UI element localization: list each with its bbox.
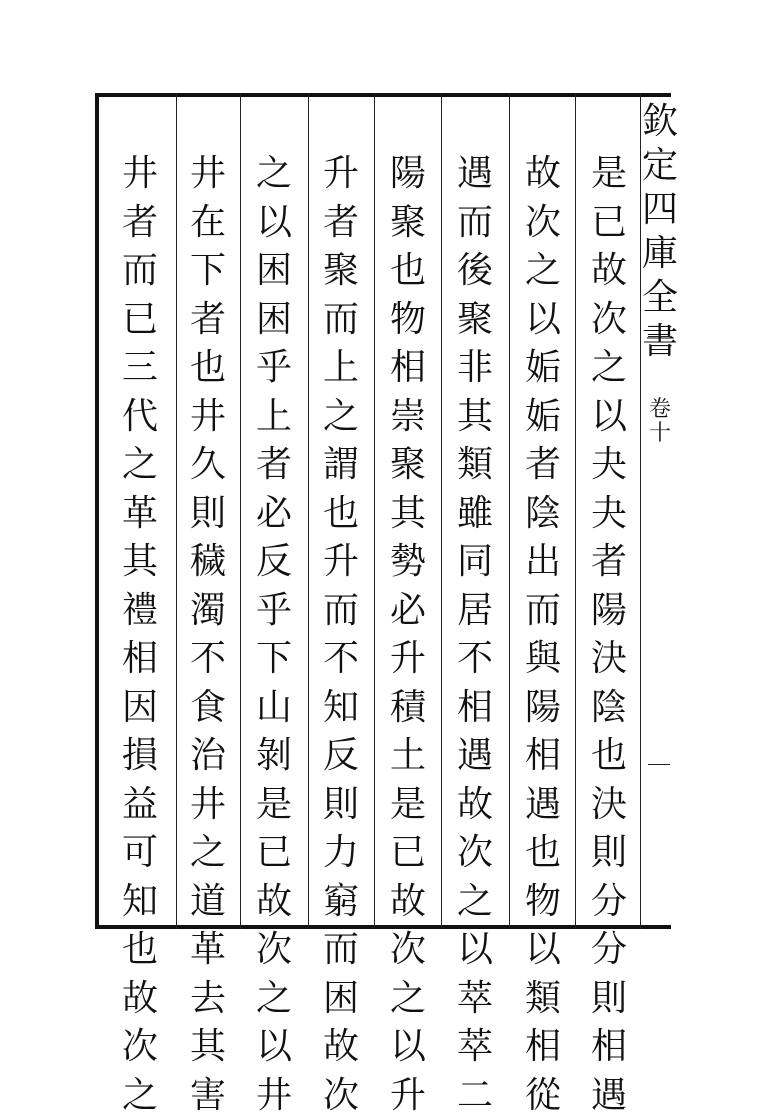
glyph: 之 [585,344,633,393]
column-rule [509,93,510,929]
glyph: 升 [384,1072,432,1120]
glyph: 者 [116,199,164,248]
text-column-3 [451,150,499,1120]
text-column-2 [519,150,567,1120]
glyph: 後 [451,247,499,296]
glyph: 而 [317,296,365,345]
glyph: 下 [250,635,298,684]
text-column-6 [250,150,298,1120]
column-rule [176,93,177,929]
glyph: 書 [642,320,678,364]
glyph: 夬 [585,441,633,490]
column-rule [308,93,309,929]
glyph: 之 [317,393,365,442]
glyph: 相 [585,1023,633,1072]
glyph: 不 [451,635,499,684]
glyph: 其 [184,1023,232,1072]
glyph: 不 [317,635,365,684]
glyph: 非 [451,344,499,393]
glyph: 之 [116,1072,164,1120]
glyph: 遇 [585,1072,633,1120]
glyph: 定 [642,144,678,188]
glyph: 困 [250,247,298,296]
glyph: 庫 [642,232,678,276]
glyph: 卷 [649,398,671,422]
glyph: 物 [519,878,567,927]
glyph: 姤 [519,344,567,393]
glyph: 陽 [519,684,567,733]
glyph: 穢 [184,538,232,587]
column-rule [441,93,442,929]
glyph: 遇 [451,732,499,781]
glyph: 山 [250,684,298,733]
glyph: 者 [585,538,633,587]
glyph: 與 [519,635,567,684]
glyph: 也 [585,732,633,781]
glyph: 損 [116,732,164,781]
glyph: 不 [184,635,232,684]
glyph: 類 [451,441,499,490]
glyph: 窮 [317,878,365,927]
glyph: 升 [317,538,365,587]
glyph: 久 [184,441,232,490]
glyph: 則 [585,829,633,878]
glyph: 分 [585,878,633,927]
glyph: 相 [519,1023,567,1072]
glyph: 夬 [585,490,633,539]
glyph: 力 [317,829,365,878]
text-column-7 [184,150,232,1120]
glyph: 也 [317,490,365,539]
glyph: 之 [250,975,298,1024]
glyph: 知 [317,684,365,733]
glyph: 十 [649,422,671,446]
glyph: 以 [250,1023,298,1072]
glyph: 升 [384,635,432,684]
glyph: 困 [317,975,365,1024]
glyph: 勢 [384,538,432,587]
glyph: 也 [184,344,232,393]
glyph: 反 [317,732,365,781]
glyph: 益 [116,781,164,830]
glyph: 居 [451,587,499,636]
glyph: 則 [317,781,365,830]
glyph: 必 [384,587,432,636]
glyph: 雖 [451,490,499,539]
glyph: 是 [384,781,432,830]
glyph: 而 [519,587,567,636]
glyph: 者 [184,296,232,345]
glyph: 相 [384,344,432,393]
glyph: 決 [585,635,633,684]
glyph: 之 [250,150,298,199]
glyph: 以 [585,393,633,442]
text-column-8 [116,150,164,1120]
glyph: 必 [250,490,298,539]
glyph: 也 [116,926,164,975]
glyph: 井 [250,1072,298,1120]
glyph: 道 [184,878,232,927]
glyph: 代 [116,393,164,442]
text-column-4 [384,150,432,1120]
text-column-5 [317,150,365,1120]
glyph: 聚 [384,199,432,248]
glyph: 崇 [384,393,432,442]
glyph: 革 [184,926,232,975]
glyph: 次 [116,1023,164,1072]
glyph: 井 [184,393,232,442]
glyph: 困 [250,296,298,345]
glyph: 次 [519,199,567,248]
glyph: 故 [585,247,633,296]
glyph: 故 [317,1023,365,1072]
glyph: 謂 [317,441,365,490]
glyph: 井 [184,781,232,830]
glyph: 者 [250,441,298,490]
glyph: 其 [116,538,164,587]
glyph: 則 [184,490,232,539]
column-rule [240,93,241,929]
glyph: 在 [184,199,232,248]
glyph: 已 [585,199,633,248]
glyph: 故 [519,150,567,199]
glyph: 因 [116,684,164,733]
glyph: 萃 [451,975,499,1024]
glyph: 也 [384,247,432,296]
glyph: 陰 [519,490,567,539]
glyph: 故 [451,781,499,830]
glyph: 其 [384,490,432,539]
glyph: 之 [384,975,432,1024]
column-rule [575,93,576,929]
glyph: 故 [250,878,298,927]
glyph: 遇 [519,781,567,830]
glyph: 遇 [451,150,499,199]
glyph: 之 [519,247,567,296]
glyph: 已 [250,829,298,878]
glyph: 從 [519,1072,567,1120]
fishtail-mark [648,764,670,765]
glyph: 可 [116,829,164,878]
glyph: 乎 [250,344,298,393]
glyph: 姤 [519,393,567,442]
glyph: 治 [184,732,232,781]
glyph: 陽 [585,587,633,636]
text-column-1 [585,150,633,1120]
glyph: 相 [116,635,164,684]
glyph: 是 [250,781,298,830]
glyph: 類 [519,975,567,1024]
glyph: 聚 [384,441,432,490]
glyph: 而 [116,247,164,296]
glyph: 陽 [384,150,432,199]
glyph: 三 [116,344,164,393]
glyph: 濁 [184,587,232,636]
glyph: 全 [642,276,678,320]
glyph: 以 [519,296,567,345]
glyph: 相 [519,732,567,781]
glyph: 下 [184,247,232,296]
glyph: 之 [184,829,232,878]
glyph: 分 [585,926,633,975]
glyph: 去 [184,975,232,1024]
margin-header [640,100,680,446]
glyph: 禮 [116,587,164,636]
glyph: 而 [317,587,365,636]
glyph: 決 [585,781,633,830]
glyph: 乎 [250,587,298,636]
column-rule [374,93,375,929]
glyph: 害 [184,1072,232,1120]
glyph: 而 [451,199,499,248]
glyph: 升 [317,150,365,199]
glyph: 萃 [451,1023,499,1072]
glyph: 故 [116,975,164,1024]
glyph: 上 [317,344,365,393]
volume-label [649,398,671,446]
glyph: 剝 [250,732,298,781]
glyph: 同 [451,538,499,587]
glyph: 四 [642,188,678,232]
glyph: 之 [116,441,164,490]
glyph: 聚 [451,296,499,345]
glyph: 聚 [317,247,365,296]
glyph: 次 [317,1072,365,1120]
glyph: 以 [384,1023,432,1072]
glyph: 陰 [585,684,633,733]
glyph: 革 [116,490,164,539]
glyph: 者 [519,441,567,490]
glyph: 次 [451,829,499,878]
glyph: 井 [184,150,232,199]
glyph: 食 [184,684,232,733]
glyph: 物 [384,296,432,345]
glyph: 則 [585,975,633,1024]
glyph: 欽 [642,100,678,144]
glyph: 次 [384,926,432,975]
glyph: 相 [451,684,499,733]
glyph: 是 [585,150,633,199]
glyph: 者 [317,199,365,248]
glyph: 次 [585,296,633,345]
glyph: 知 [116,878,164,927]
book-title [642,100,678,364]
glyph: 井 [116,150,164,199]
glyph: 已 [116,296,164,345]
glyph: 上 [250,393,298,442]
glyph: 積 [384,684,432,733]
glyph: 以 [519,926,567,975]
glyph: 故 [384,878,432,927]
glyph: 次 [250,926,298,975]
glyph: 土 [384,732,432,781]
glyph: 之 [451,878,499,927]
glyph: 以 [451,926,499,975]
glyph: 出 [519,538,567,587]
glyph: 以 [250,199,298,248]
glyph: 反 [250,538,298,587]
glyph: 已 [384,829,432,878]
glyph: 其 [451,393,499,442]
glyph: 二 [451,1072,499,1120]
glyph: 而 [317,926,365,975]
glyph: 也 [519,829,567,878]
